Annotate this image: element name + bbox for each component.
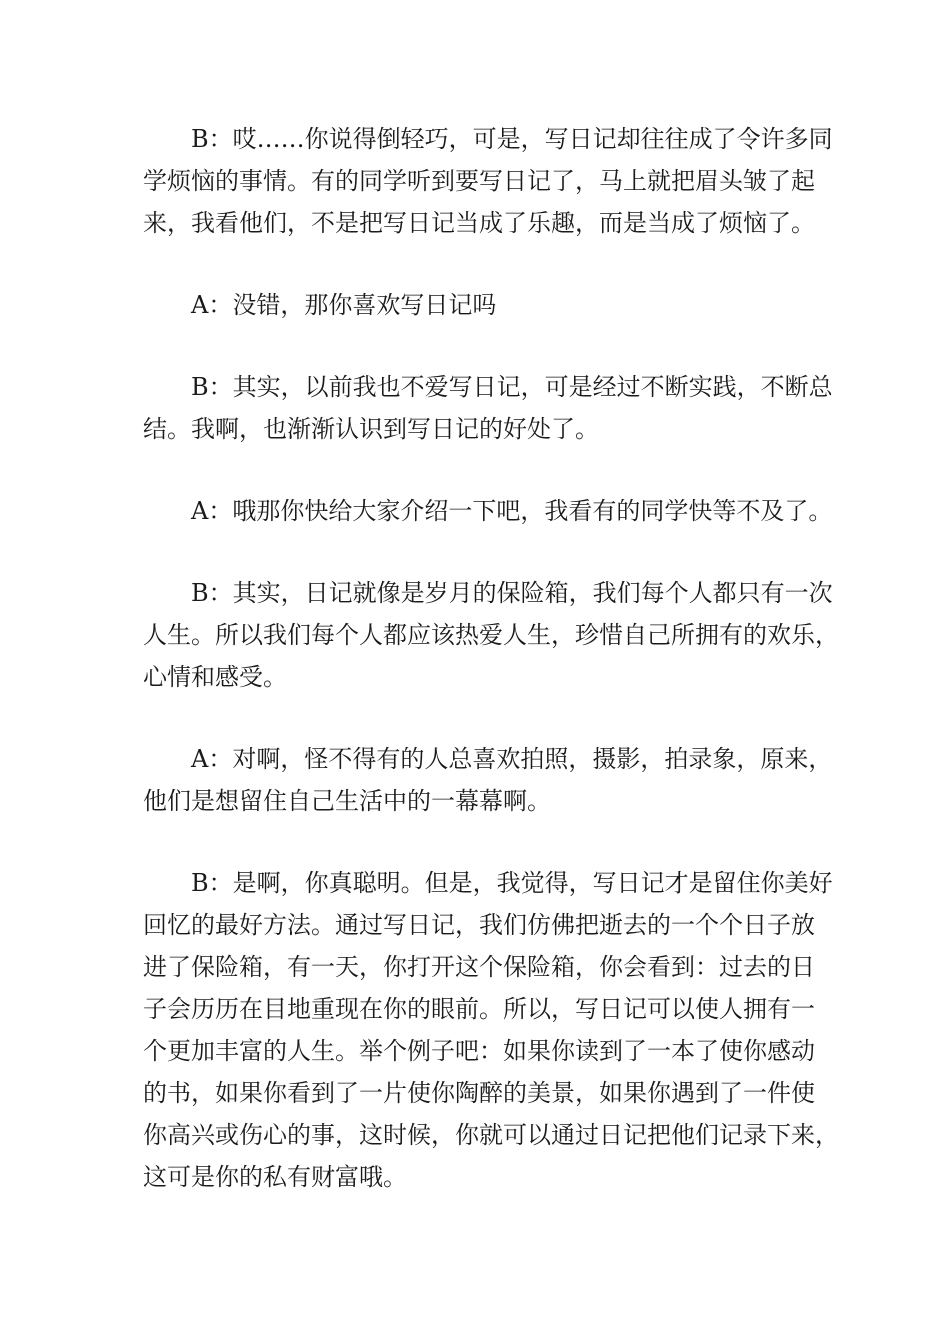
paragraph-line: 结。我啊，也渐渐认识到写日记的好处了。 (143, 415, 599, 443)
dialogue-paragraph-b-3 (143, 572, 839, 698)
paragraph-gap (143, 450, 815, 490)
paragraph-line: B：其实，日记就像是岁月的保险箱，我们每个人都只有一次 (191, 579, 833, 607)
paragraph-line: 子会历历在目地重现在你的眼前。所以，写日记可以使人拥有一 (143, 995, 815, 1023)
paragraph-line: A：哦那你快给大家介绍一下吧，我看有的同学快等不及了。 (191, 497, 833, 525)
paragraph-line: 这可是你的私有财富哦。 (143, 1163, 407, 1191)
dialogue-paragraph-b-1 (143, 118, 833, 244)
paragraph-line: 心情和感受。 (143, 663, 287, 691)
paragraph-line: 学烦恼的事情。有的同学听到要写日记了，马上就把眉头皱了起 (143, 167, 815, 195)
paragraph-line: 你高兴或伤心的事，这时候，你就可以通过日记把他们记录下来， (143, 1121, 839, 1149)
paragraph-line: 回忆的最好方法。通过写日记，我们仿佛把逝去的一个个日子放 (143, 911, 815, 939)
paragraph-line: A：没错，那你喜欢写日记吗 (191, 291, 497, 319)
dialogue-paragraph-b-2 (143, 366, 833, 450)
dialogue-paragraph-a-3 (143, 738, 833, 822)
paragraph-line: 进了保险箱，有一天，你打开这个保险箱，你会看到：过去的日 (143, 953, 815, 981)
paragraph-gap (143, 532, 815, 572)
paragraph-line: B：其实，以前我也不爱写日记，可是经过不断实践，不断总 (191, 373, 833, 401)
dialogue-paragraph-a-1 (143, 284, 815, 326)
paragraph-gap (143, 698, 815, 738)
dialogue-body (143, 118, 839, 1198)
dialogue-paragraph-b-4 (143, 862, 839, 1198)
paragraph-line: 人生。所以我们每个人都应该热爱人生，珍惜自己所拥有的欢乐， (143, 621, 839, 649)
paragraph-line: 来，我看他们，不是把写日记当成了乐趣，而是当成了烦恼了。 (143, 209, 815, 237)
paragraph-gap (143, 822, 815, 862)
dialogue-paragraph-a-2 (143, 490, 833, 532)
paragraph-gap (143, 326, 815, 366)
paragraph-line: 的书，如果你看到了一片使你陶醉的美景，如果你遇到了一件使 (143, 1079, 815, 1107)
paragraph-line: B：哎……你说得倒轻巧，可是，写日记却往往成了令许多同 (191, 125, 833, 153)
paragraph-gap (143, 244, 815, 284)
paragraph-line: A：对啊，怪不得有的人总喜欢拍照，摄影，拍录象，原来， (191, 745, 833, 773)
paragraph-line: 个更加丰富的人生。举个例子吧：如果你读到了一本了使你感动 (143, 1037, 815, 1065)
paragraph-line: B：是啊，你真聪明。但是，我觉得，写日记才是留住你美好 (191, 869, 833, 897)
paragraph-line: 他们是想留住自己生活中的一幕幕啊。 (143, 787, 551, 815)
